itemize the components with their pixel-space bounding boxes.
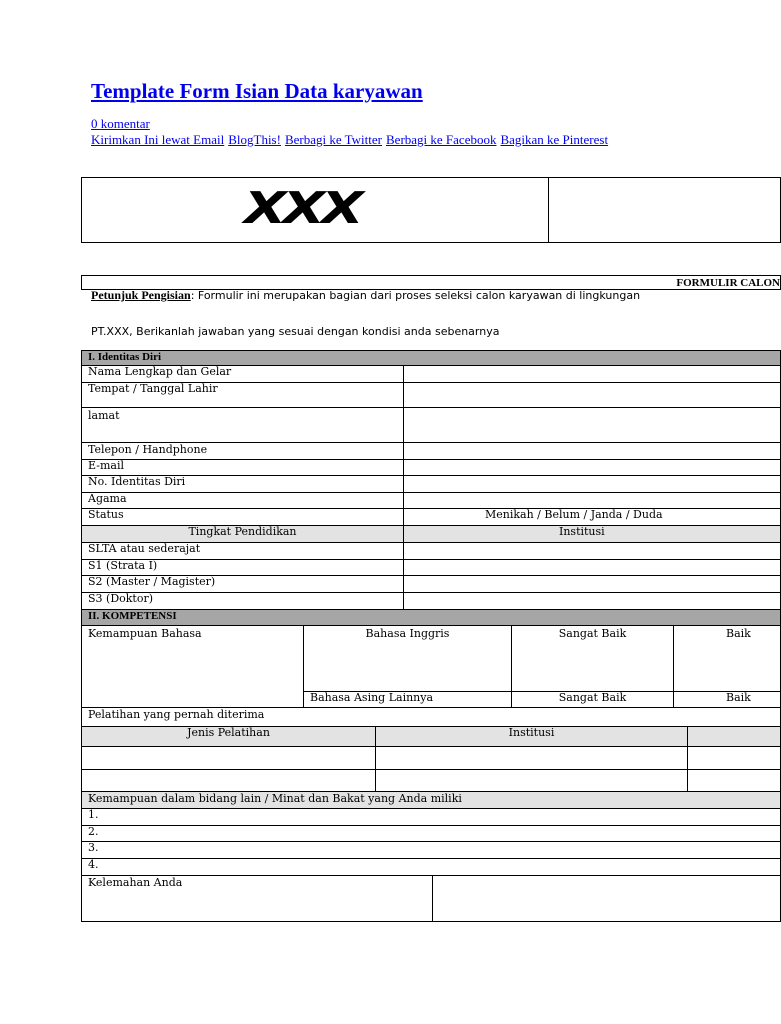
pelatihan-institusi-header: Institusi xyxy=(375,726,688,747)
minat-item-2[interactable]: 2. xyxy=(81,825,781,842)
field-edu-s3[interactable] xyxy=(403,592,781,610)
lainnya-baik[interactable]: Baik xyxy=(673,691,781,708)
field-edu-slta[interactable] xyxy=(403,542,781,560)
field-kelemahan[interactable] xyxy=(432,875,781,922)
edu-level-header: Tingkat Pendidikan xyxy=(81,525,404,543)
lang-lainnya: Bahasa Asing Lainnya xyxy=(303,691,512,708)
instructions xyxy=(91,289,677,302)
field-pelatihan-1[interactable] xyxy=(81,746,376,770)
blogthis-link[interactable]: BlogThis! xyxy=(228,132,281,147)
field-edu-s1[interactable] xyxy=(403,559,781,576)
row-label-email: E-mail xyxy=(81,459,404,476)
row-label-identitas: No. Identitas Diri xyxy=(81,475,404,493)
edu-institution-header: Institusi xyxy=(403,525,781,543)
lainnya-sangat-baik[interactable]: Sangat Baik xyxy=(511,691,674,708)
kelemahan-label: Kelemahan Anda xyxy=(81,875,433,922)
field-pelatihan-2[interactable] xyxy=(81,769,376,792)
pelatihan-label: Pelatihan yang pernah diterima xyxy=(81,707,781,727)
jenis-pelatihan-header: Jenis Pelatihan xyxy=(81,726,376,747)
share-links xyxy=(91,132,651,147)
minat-item-4[interactable]: 4. xyxy=(81,858,781,876)
status-options[interactable]: Menikah / Belum / Janda / Duda xyxy=(403,508,781,526)
pelatihan-extra-header xyxy=(687,726,781,747)
edu-row-s1: S1 (Strata I) xyxy=(81,559,404,576)
row-label-agama: Agama xyxy=(81,492,404,509)
row-label-status: Status xyxy=(81,508,404,526)
field-pelatihan-extra-1[interactable] xyxy=(687,746,781,770)
form-header-box xyxy=(81,177,781,243)
instructions-text: : Formulir ini merupakan bagian dari proses seleksi calon karyawan di lingkungan xyxy=(190,289,641,302)
section-2-header: II. KOMPETENSI xyxy=(81,609,781,626)
edu-row-s2: S2 (Master / Magister) xyxy=(81,575,404,593)
field-identitas[interactable] xyxy=(403,475,781,493)
field-pelatihan-inst-2[interactable] xyxy=(375,769,688,792)
field-ttl[interactable] xyxy=(403,382,781,408)
instructions-label: Petunjuk Pengisian xyxy=(91,288,191,302)
form-title: FORMULIR CALON xyxy=(81,275,781,290)
minat-label: Kemampuan dalam bidang lain / Minat dan Bakat yang Anda miliki xyxy=(81,791,781,809)
field-telepon[interactable] xyxy=(403,442,781,460)
company-logo: XXX xyxy=(244,183,360,234)
minat-item-1[interactable]: 1. xyxy=(81,808,781,826)
row-label-alamat: lamat xyxy=(81,407,404,443)
minat-item-3[interactable]: 3. xyxy=(81,841,781,859)
share-pinterest-link[interactable]: Bagikan ke Pinterest xyxy=(500,132,609,147)
inggris-sangat-baik[interactable]: Sangat Baik xyxy=(511,625,674,692)
edu-row-slta: SLTA atau sederajat xyxy=(81,542,404,560)
lang-inggris: Bahasa Inggris xyxy=(303,625,512,692)
field-email[interactable] xyxy=(403,459,781,476)
share-email-link[interactable]: Kirimkan Ini lewat Email xyxy=(91,132,225,147)
share-facebook-link[interactable]: Berbagi ke Facebook xyxy=(386,132,497,147)
row-label-nama: Nama Lengkap dan Gelar xyxy=(81,365,404,383)
field-pelatihan-inst-1[interactable] xyxy=(375,746,688,770)
instructions-line-2: PT.XXX, Berikanlah jawaban yang sesuai dengan kondisi anda sebenarnya xyxy=(91,325,500,338)
comments-link[interactable]: 0 komentar xyxy=(91,116,150,131)
header-divider xyxy=(548,177,549,243)
row-label-telepon: Telepon / Handphone xyxy=(81,442,404,460)
share-twitter-link[interactable]: Berbagi ke Twitter xyxy=(284,132,382,147)
section-1-header: I. Identitas Diri xyxy=(81,350,781,366)
post-title[interactable]: Template Form Isian Data karyawan xyxy=(91,79,423,103)
field-alamat[interactable] xyxy=(403,407,781,443)
edu-row-s3: S3 (Doktor) xyxy=(81,592,404,610)
field-pelatihan-extra-2[interactable] xyxy=(687,769,781,792)
inggris-baik[interactable]: Baik xyxy=(673,625,781,692)
row-label-ttl: Tempat / Tanggal Lahir xyxy=(81,382,404,408)
bahasa-label: Kemampuan Bahasa xyxy=(81,625,304,708)
field-nama[interactable] xyxy=(403,365,781,383)
field-edu-s2[interactable] xyxy=(403,575,781,593)
field-agama[interactable] xyxy=(403,492,781,509)
